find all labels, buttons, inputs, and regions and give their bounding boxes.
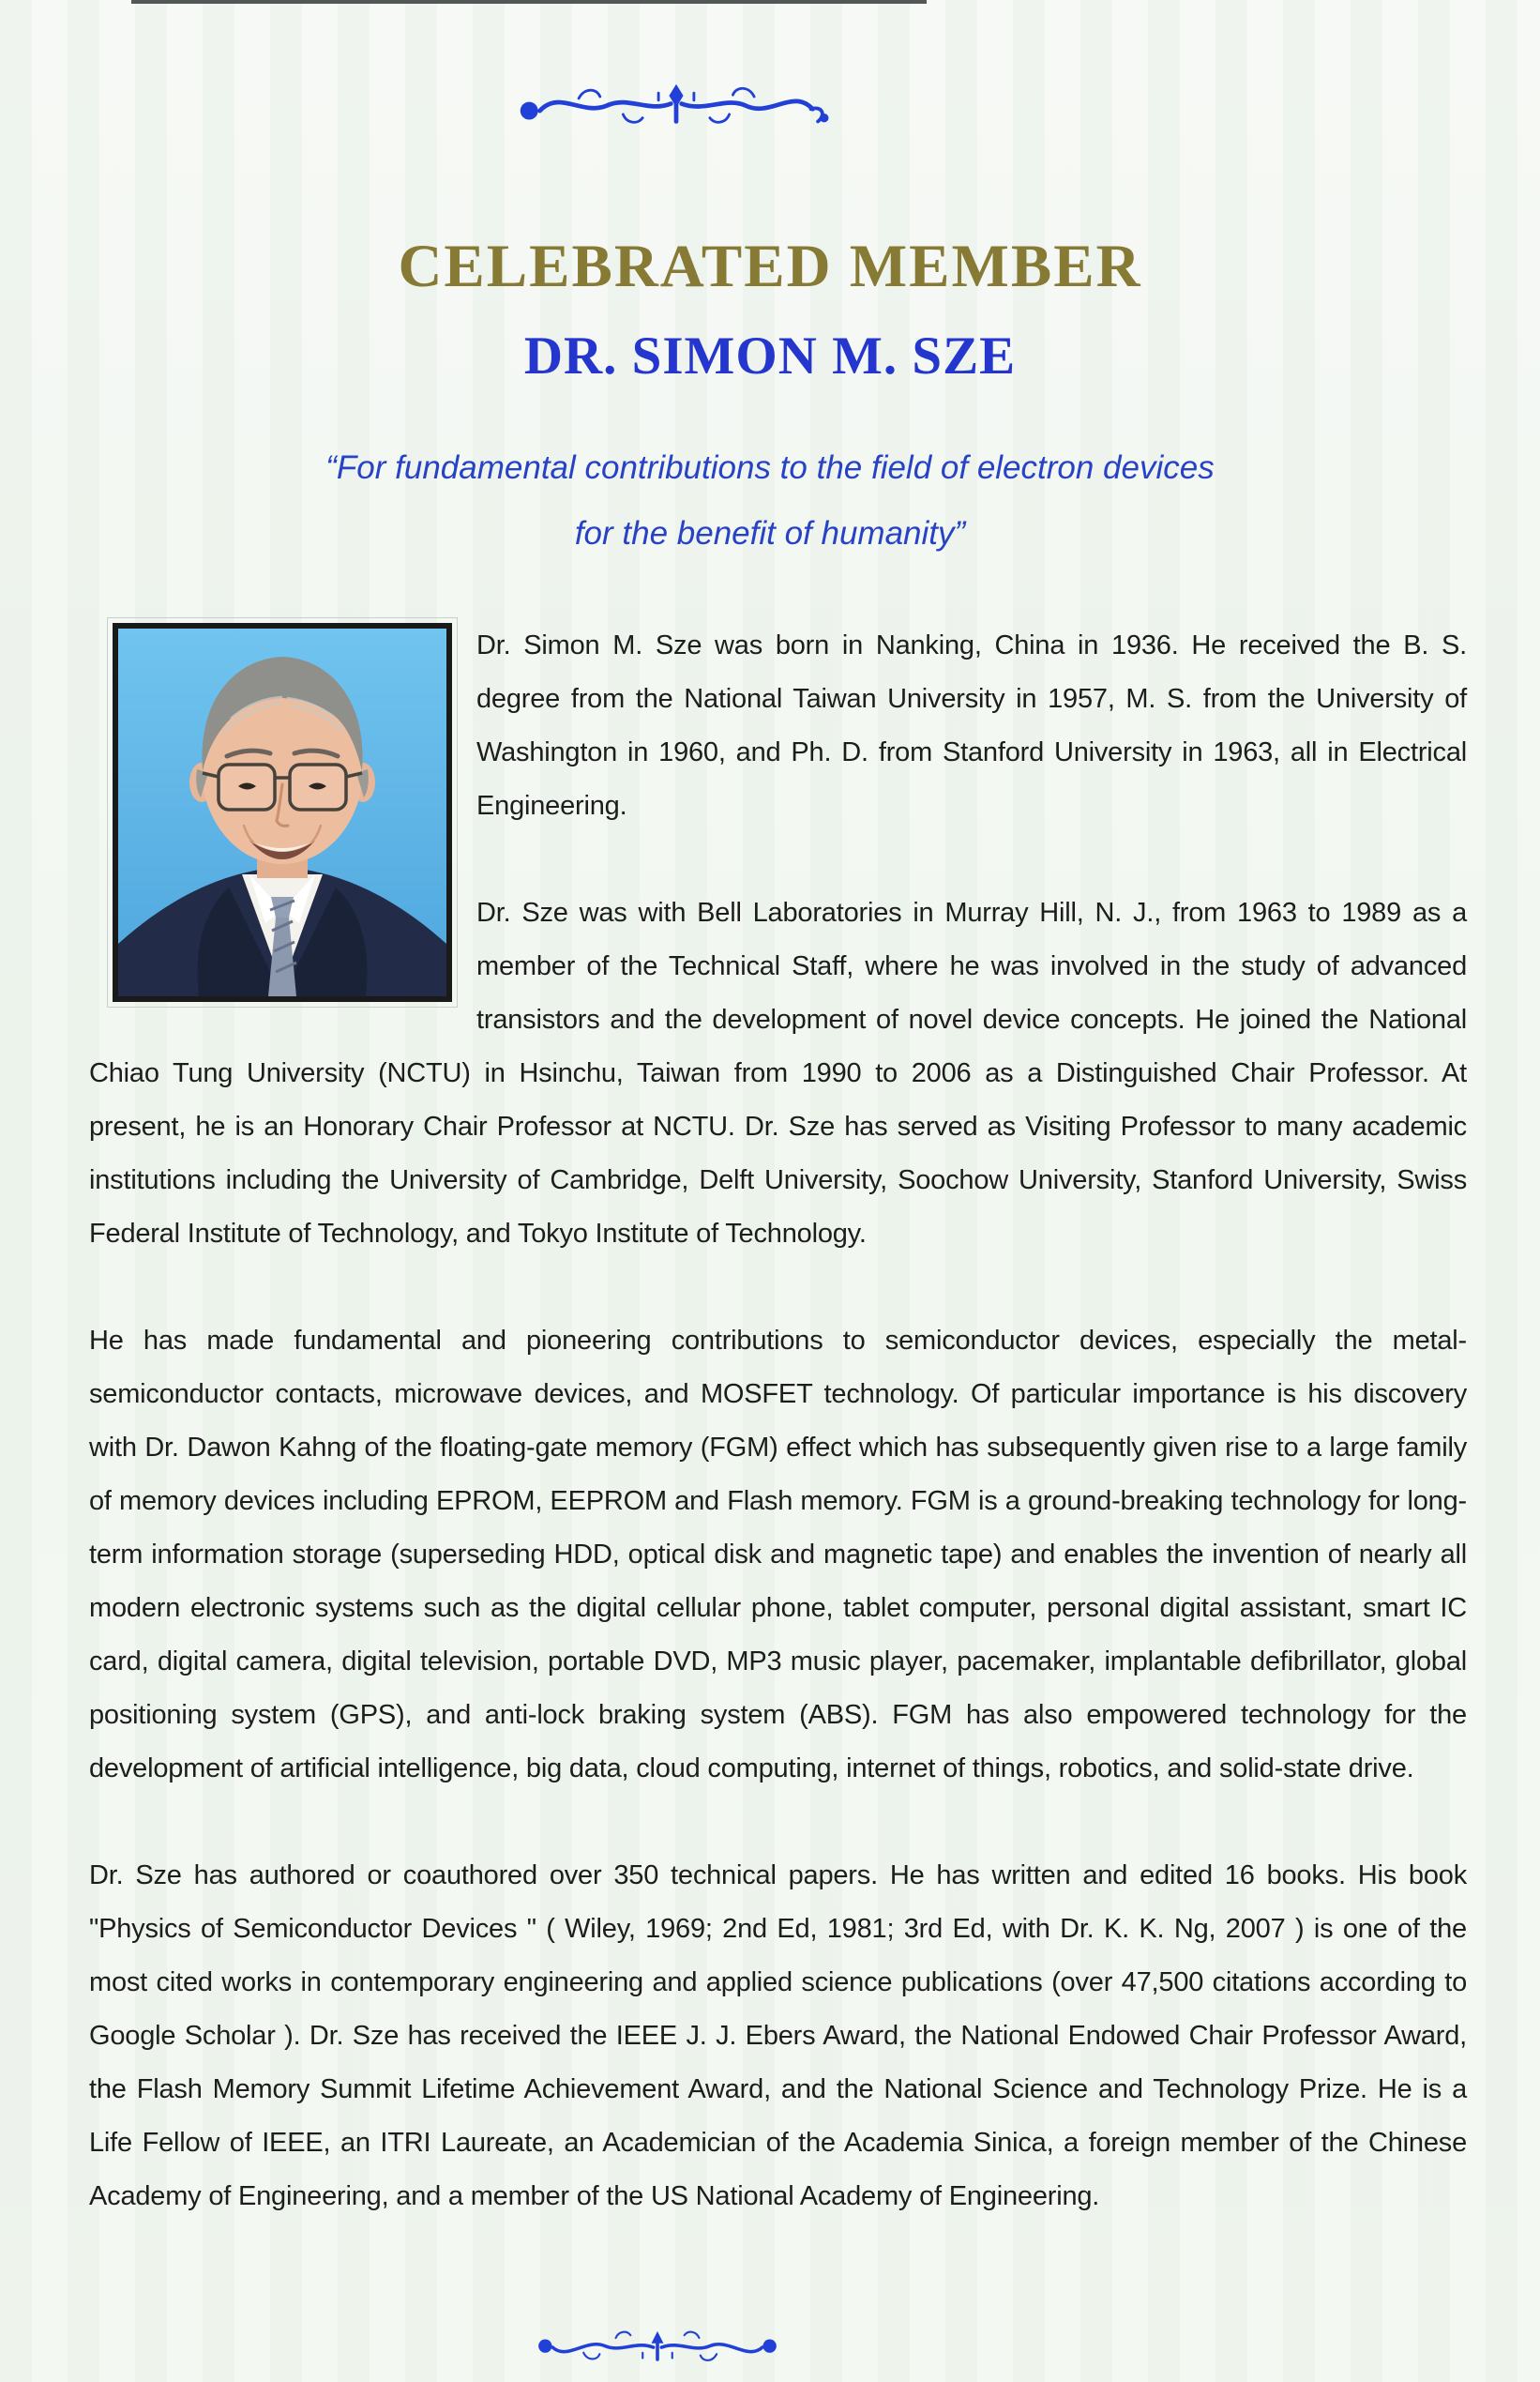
- member-photo: [113, 623, 452, 1002]
- biography-section: [89, 619, 1467, 2223]
- bottom-flourish-ornament: [536, 2329, 778, 2375]
- member-name: DR. SIMON M. SZE: [523, 326, 1017, 387]
- citation-quote: [0, 435, 1540, 567]
- citation-line-2: for the benefit of humanity”: [574, 515, 966, 553]
- flourish-icon: [517, 81, 836, 127]
- portrait-illustration: [118, 629, 446, 996]
- page-title: CELEBRATED MEMBER: [398, 233, 1142, 300]
- bio-paragraph-3: He has made fundamental and pioneering contributions to semiconductor devices, especially the metal-semiconductor contacts, microwave devices, and MOSFET technology. Of particular importance is his discovery with Dr. Dawon Kahng of the floating-gate memory (FGM) effect which has subsequently given rise to a large family of memory devices including EPROM, EEPROM and Flash memory. FGM is a ground-breaking technology for long-term information storage (superseding HDD, optical disk and magnetic tape) and enables the invention of nearly all modern electronic systems such as the digital cellular phone, tablet computer, personal digital assistant, smart IC card, digital camera, digital television, portable DVD, MP3 music player, pacemaker, implantable defibrillator, global positioning system (GPS), and anti-lock braking system (ABS). FGM has also empowered technology for the development of artificial intelligence, big data, cloud computing, internet of things, robotics, and solid-state drive.: [89, 1326, 1467, 1784]
- citation-line-1: “For fundamental contributions to the field of electron devices: [325, 449, 1215, 487]
- bio-paragraph-4: Dr. Sze has authored or coauthored over 350 technical papers. He has written and edited 16 books. His book "Physics of Semiconductor Devices " ( Wiley, 1969; 2nd Ed, 1981; 3rd Ed, with Dr. K. K. Ng, 2007 ) is one of the most cited works in contemporary engineering and applied science publications (over 47,500 citations according to Google Scholar ). Dr. Sze has received the IEEE J. J. Ebers Award, the National Endowed Chair Professor Award, the Flash Memory Summit Lifetime Achievement Award, and the National Science and Technology Prize. He is a Life Fellow of IEEE, an ITRI Laureate, an Academician of the Academia Sinica, a foreign member of the Chinese Academy of Engineering, and a member of the US National Academy of Engineering.: [89, 1860, 1467, 2212]
- bio-paragraph-1: Dr. Simon M. Sze was born in Nanking, China in 1936. He received the B. S. degree from the National Taiwan University in 1957, M. S. from the University of Washington in 1960, and Ph. D. from Stanford University in 1963, all in Electrical Engineering.: [476, 630, 1467, 822]
- bio-paragraph-2: Dr. Sze was with Bell Laboratories in Murray Hill, N. J., from 1963 to 1989 as a member of the Technical Staff, where he was involved in the study of advanced transistors and the development of novel device concepts. He joined the National Chiao Tung University (NCTU) in Hsinchu, Taiwan from 1990 to 2006 as a Distinguished Chair Professor. At present, he is an Honorary Chair Professor at NCTU. Dr. Sze has served as Visiting Professor to many academic institutions including the University of Cambridge, Delft University, Soochow University, Stanford University, Swiss Federal Institute of Technology, and Tokyo Institute of Technology.: [89, 898, 1467, 1250]
- scan-edge-line: [131, 0, 927, 4]
- top-flourish-ornament: [517, 81, 836, 126]
- flourish-icon: [536, 2329, 778, 2363]
